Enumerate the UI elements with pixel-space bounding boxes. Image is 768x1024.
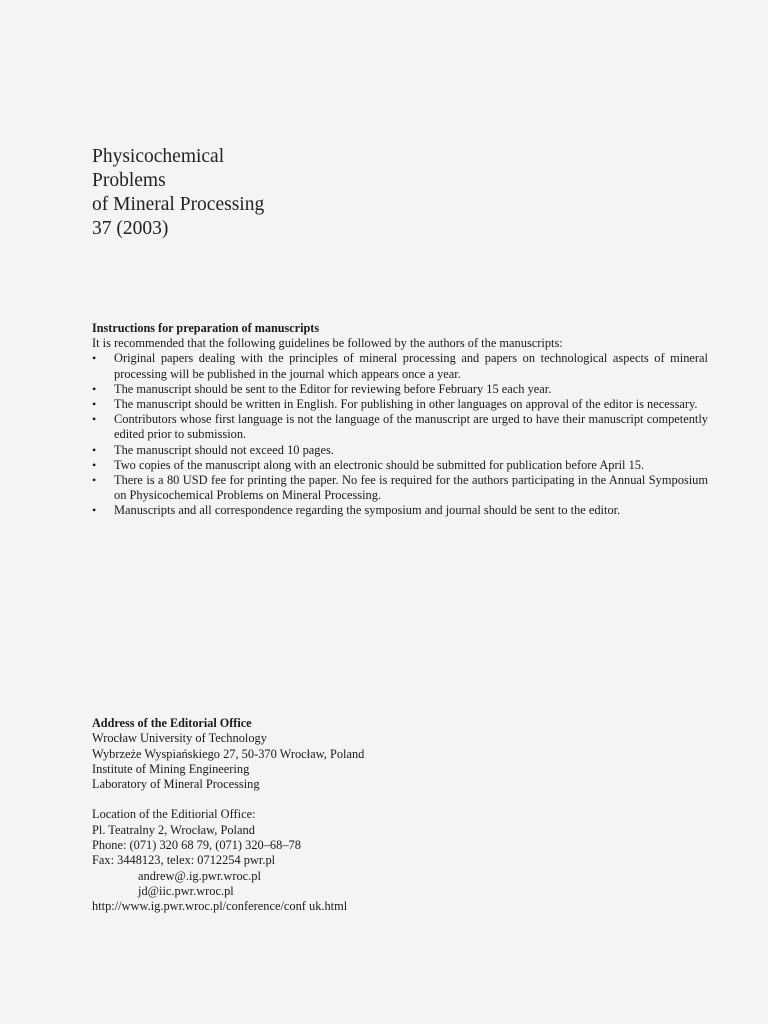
editorial-office-section	[92, 716, 512, 915]
bullet-icon: •	[92, 503, 97, 518]
bullet-icon: •	[92, 442, 97, 457]
list-item	[92, 458, 708, 473]
phone-numbers: Phone: (071) 320 68 79, (071) 320–68–78	[92, 838, 301, 853]
fax-telex: Fax: 3448123, telex: 0712254 pwr.pl	[92, 853, 276, 868]
journal-title	[92, 145, 264, 241]
spacer	[92, 792, 512, 807]
title-line-3: of Mineral Processing	[92, 194, 265, 215]
title-line-4-volume: 37 (2003)	[92, 218, 169, 239]
website-url: http://www.ig.pwr.wroc.pl/conference/conf uk.html	[92, 899, 348, 914]
title-line-2: Problems	[92, 170, 166, 191]
address-heading: Address of the Editorial Office	[92, 716, 252, 730]
address-line-university: Wrocław University of Technology	[92, 731, 267, 746]
list-item	[92, 503, 708, 518]
location-address: Pl. Teatralny 2, Wrocław, Poland	[92, 822, 255, 837]
instructions-section	[92, 321, 708, 519]
bullet-icon: •	[92, 457, 97, 472]
list-item	[92, 473, 708, 503]
list-item-text: Contributors whose first language is not the language of the manuscript are urged to have their manuscript competently edited prior to submission.	[114, 412, 708, 442]
address-line-street: Wybrzeże Wyspiańskiego 27, 50-370 Wrocław, Poland	[92, 746, 365, 761]
bullet-icon: •	[92, 412, 97, 427]
instructions-intro: It is recommended that the following guidelines be followed by the authors of the manuscripts:	[92, 336, 563, 351]
guidelines-list	[92, 351, 708, 518]
address-line-institute: Institute of Mining Engineering	[92, 761, 250, 776]
list-item-text: The manuscript should be sent to the Editor for reviewing before February 15 each year.	[114, 381, 552, 396]
email-address: jd@iic.pwr.wroc.pl	[138, 883, 234, 898]
list-item-text: Original papers dealing with the principles of mineral processing and papers on technological aspects of mineral processing will be published in the journal which appears once a year.	[114, 351, 708, 381]
bullet-icon: •	[92, 473, 97, 488]
list-item-text: The manuscript should be written in English. For publishing in other languages on approval of the editor is necessary.	[114, 397, 698, 412]
list-item	[92, 382, 708, 397]
title-line-1: Physicochemical	[92, 146, 225, 167]
email-address: andrew@.ig.pwr.wroc.pl	[138, 868, 261, 883]
list-item-text: Manuscripts and all correspondence regarding the symposium and journal should be sent to the editor.	[114, 503, 621, 518]
list-item	[92, 443, 708, 458]
list-item-text: Two copies of the manuscript along with an electronic should be submitted for publication before April 15.	[114, 457, 645, 472]
location-label: Location of the Editiorial Office:	[92, 807, 256, 822]
list-item-text: There is a 80 USD fee for printing the paper. No fee is required for the authors participating in the Annual Symposium on Physicochemical Problems on Mineral Processing.	[114, 473, 708, 503]
list-item	[92, 351, 708, 381]
bullet-icon: •	[92, 351, 97, 366]
list-item	[92, 412, 708, 442]
instructions-heading: Instructions for preparation of manuscripts	[92, 321, 320, 335]
address-line-laboratory: Laboratory of Mineral Processing	[92, 777, 260, 792]
bullet-icon: •	[92, 381, 97, 396]
list-item-text: The manuscript should not exceed 10 pages.	[114, 442, 334, 457]
list-item	[92, 397, 708, 412]
bullet-icon: •	[92, 397, 97, 412]
